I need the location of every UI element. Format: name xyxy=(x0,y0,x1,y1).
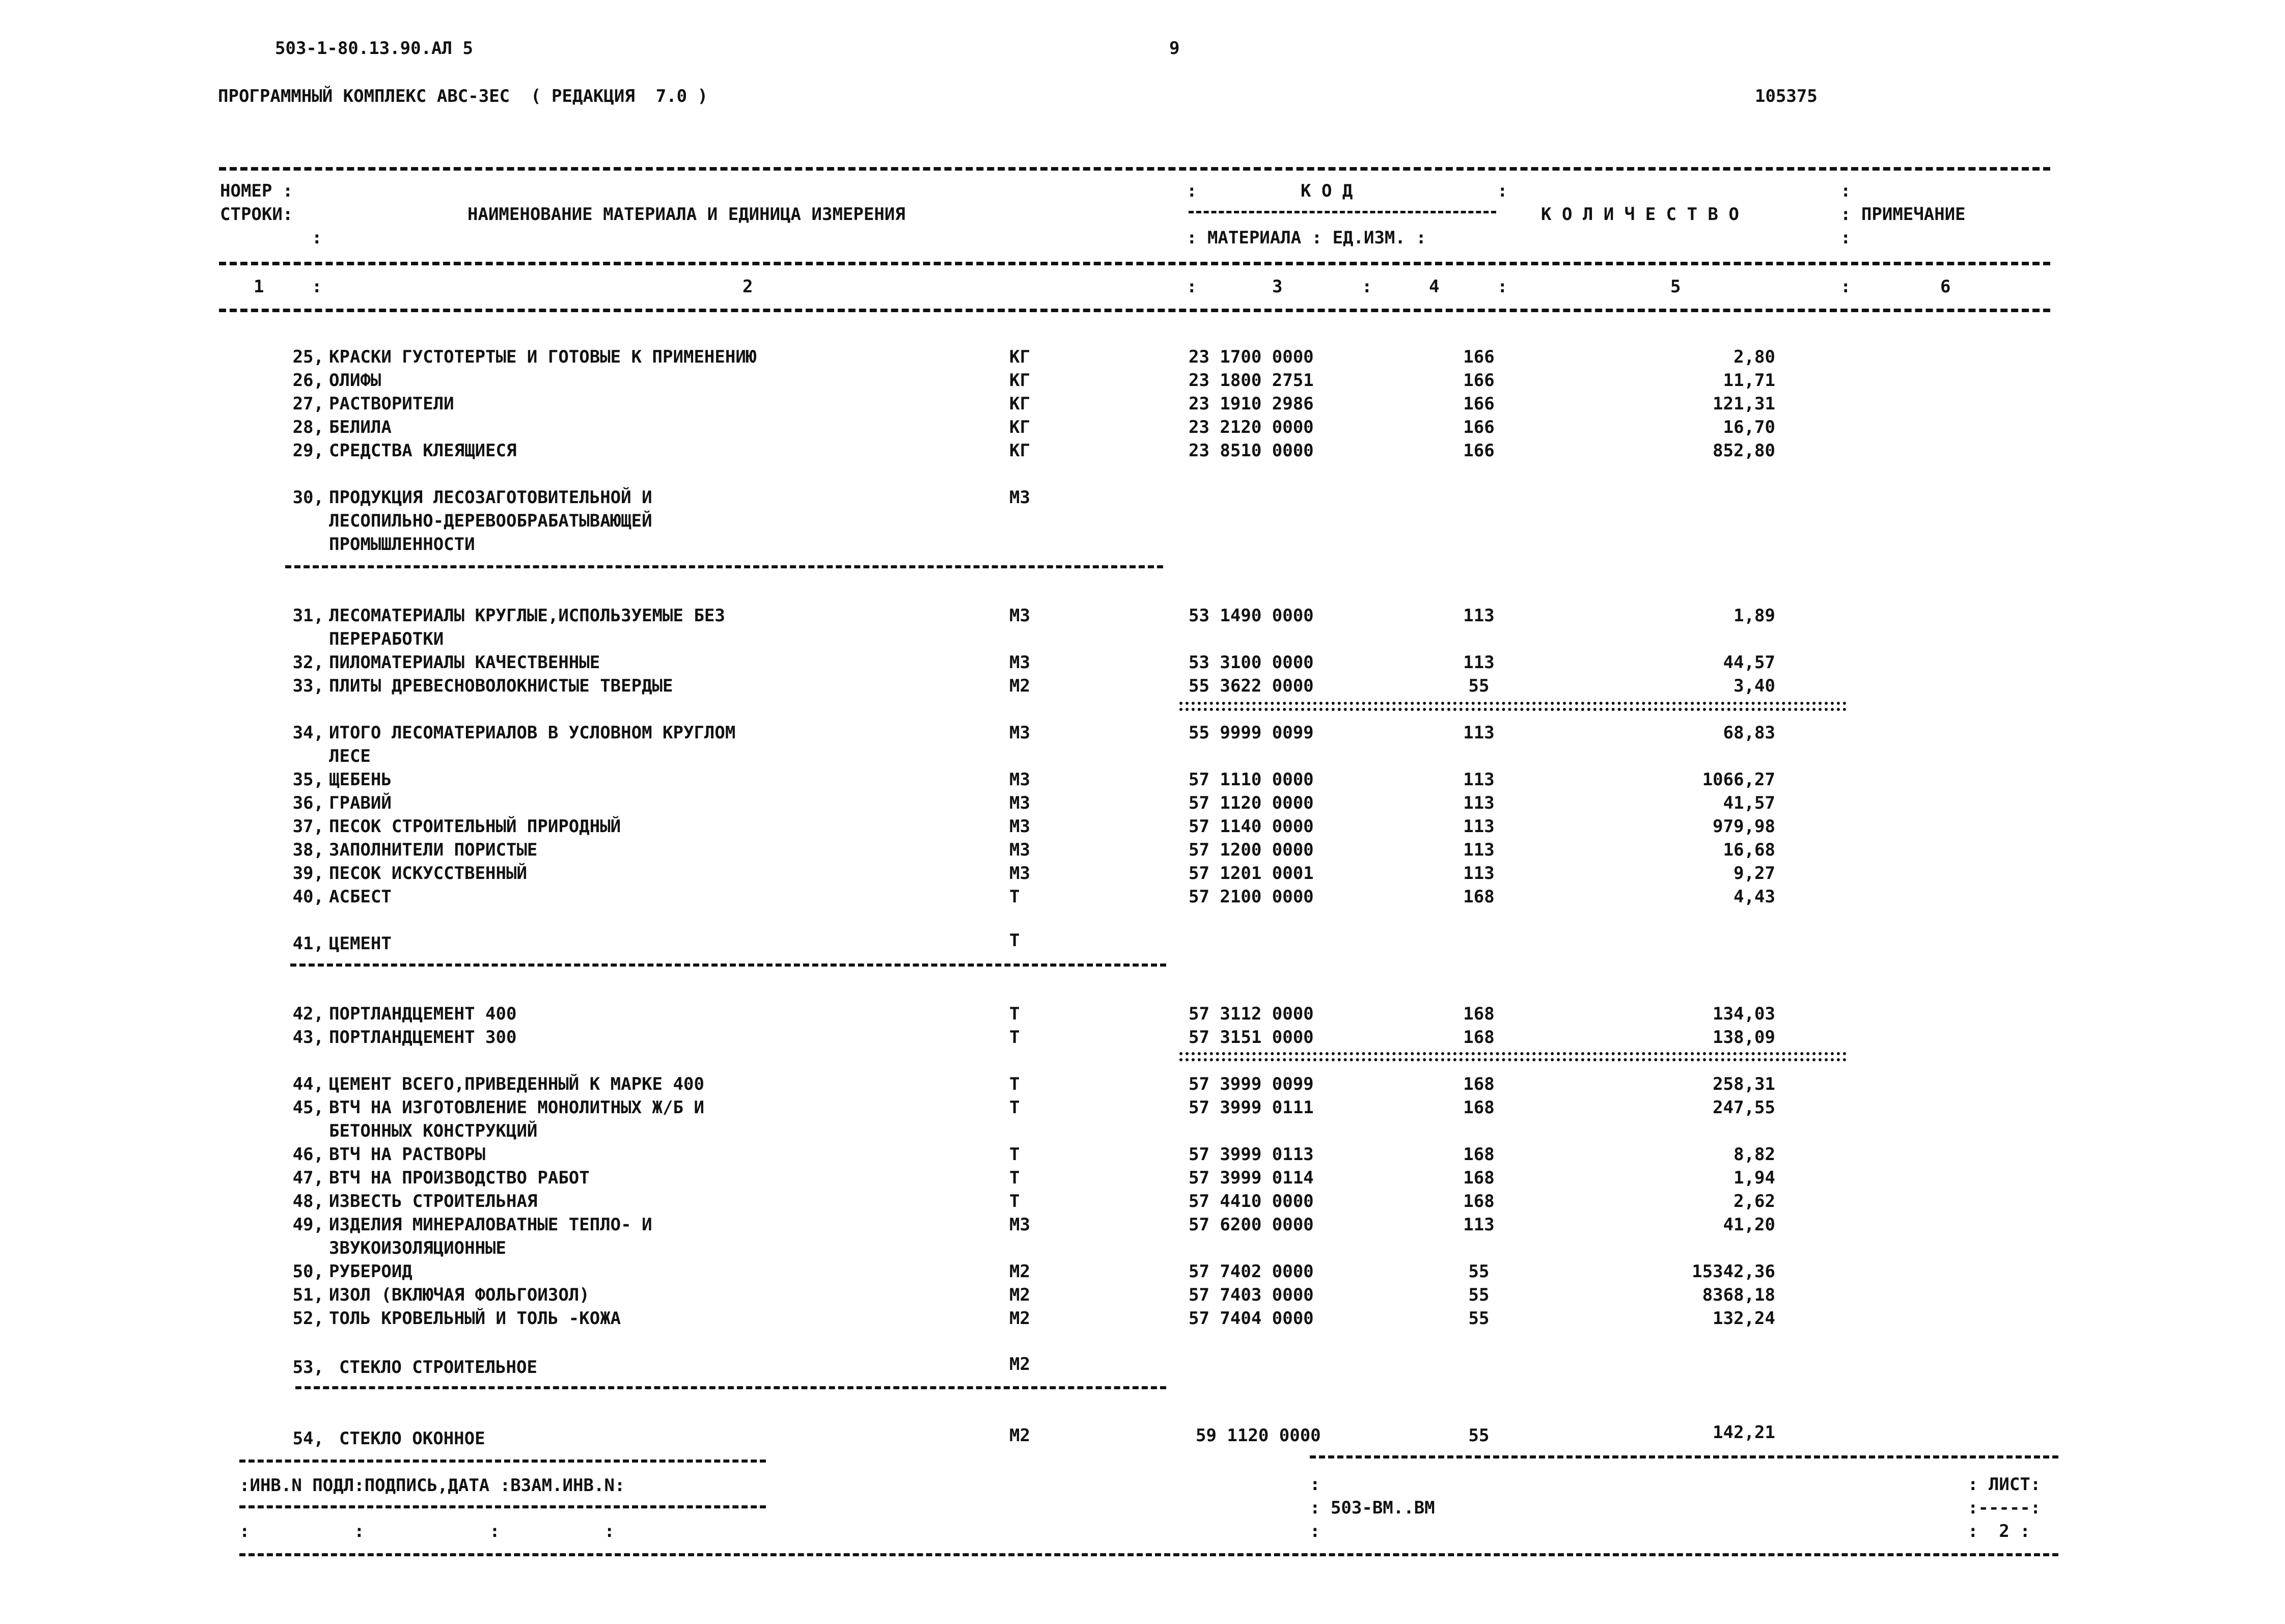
row-material-code: 57 3999 0113 xyxy=(1189,1144,1314,1165)
row-unit-code: 168 xyxy=(1463,1191,1495,1212)
row-unit-code: 113 xyxy=(1463,863,1495,884)
row-material-code: 57 1200 0000 xyxy=(1189,840,1314,860)
row-quantity: 2,80 xyxy=(1733,347,1775,367)
row-material-code: 57 3999 0099 xyxy=(1189,1074,1314,1094)
col-separator: : xyxy=(1310,1474,1320,1495)
row-material-name: ЗАПОЛНИТЕЛИ ПОРИСТЫЕ xyxy=(329,840,538,860)
row-material-code: 57 2100 0000 xyxy=(1189,887,1314,907)
sheet-separator: :-----: xyxy=(1968,1498,2041,1518)
row-material-code: 57 7403 0000 xyxy=(1189,1285,1314,1305)
row-material-code: 57 1110 0000 xyxy=(1189,769,1314,790)
row-material-name: РАСТВОРИТЕЛИ xyxy=(329,394,454,414)
row-material-name: ПОРТЛАНДЦЕМЕНТ 400 xyxy=(329,1004,517,1024)
row-material-code: 53 1490 0000 xyxy=(1189,605,1314,626)
row-unit-code: 113 xyxy=(1463,1215,1495,1235)
row-material-name: ПОРТЛАНДЦЕМЕНТ 300 xyxy=(329,1027,517,1048)
row-material-name: ЛЕСОМАТЕРИАЛЫ КРУГЛЫЕ,ИСПОЛЬЗУЕМЫЕ БЕЗ xyxy=(329,605,725,626)
row-unit: М3 xyxy=(1009,816,1030,837)
stamp-header: :ИНВ.N ПОДЛ:ПОДПИСЬ,ДАТА :ВЗАМ.ИНВ.N: xyxy=(239,1475,625,1496)
row-material-name-cont: ЛЕСОПИЛЬНО-ДЕРЕВООБРАБАТЫВАЮЩЕЙ xyxy=(329,511,652,531)
row-number: 36, xyxy=(292,793,324,813)
row-material-name-cont: ЛЕСЕ xyxy=(329,746,371,766)
group-rule xyxy=(295,1386,1166,1389)
col-index-4: 4 xyxy=(1429,277,1440,297)
row-unit-code: 113 xyxy=(1463,840,1495,860)
stamp-cells: : : : : xyxy=(239,1521,615,1542)
row-unit: М3 xyxy=(1009,487,1030,508)
row-number: 49, xyxy=(292,1215,324,1235)
row-quantity: 121,31 xyxy=(1713,394,1775,414)
row-material-name: ИЗОЛ (ВКЛЮЧАЯ ФОЛЬГОИЗОЛ) xyxy=(329,1285,590,1305)
row-material-name: ПЕСОК ИСКУССТВЕННЫЙ xyxy=(329,863,527,884)
title-block-rule-top xyxy=(1310,1455,2058,1458)
row-material-code: 55 3622 0000 xyxy=(1189,676,1314,696)
row-quantity: 8,82 xyxy=(1733,1144,1775,1165)
row-material-name: ВТЧ НА ПРОИЗВОДСТВО РАБОТ xyxy=(329,1168,590,1188)
row-number: 54, xyxy=(292,1428,324,1449)
row-number: 47, xyxy=(292,1168,324,1188)
row-material-name: ПЛИТЫ ДРЕВЕСНОВОЛОКНИСТЫЕ ТВЕРДЫЕ xyxy=(329,676,673,696)
row-quantity: 132,24 xyxy=(1713,1308,1775,1329)
row-quantity: 134,03 xyxy=(1713,1004,1775,1024)
row-quantity: 142,21 xyxy=(1713,1422,1775,1443)
row-material-code: 53 3100 0000 xyxy=(1189,652,1314,673)
row-material-name: ПРОДУКЦИЯ ЛЕСОЗАГОТОВИТЕЛЬНОЙ И xyxy=(329,487,652,508)
row-material-name: ИЗДЕЛИЯ МИНЕРАЛОВАТНЫЕ ТЕПЛО- И xyxy=(329,1215,652,1235)
col-index-1: 1 xyxy=(254,277,264,297)
row-number: 27, xyxy=(292,394,324,414)
row-material-name: СРЕДСТВА КЛЕЯЩИЕСЯ xyxy=(329,441,517,461)
row-unit: КГ xyxy=(1009,394,1030,414)
row-material-name: ЩЕБЕНЬ xyxy=(329,769,392,790)
doc-code: 503-1-80.13.90.АЛ 5 xyxy=(275,38,473,59)
row-material-code: 57 1120 0000 xyxy=(1189,793,1314,813)
row-unit: Т xyxy=(1009,930,1020,951)
row-material-code: 55 9999 0099 xyxy=(1189,723,1314,743)
page-number: 9 xyxy=(1169,38,1180,59)
row-number: 26, xyxy=(292,370,324,391)
row-unit-code: 168 xyxy=(1463,1074,1495,1094)
row-material-code: 57 3999 0111 xyxy=(1189,1097,1314,1118)
row-unit: Т xyxy=(1009,1144,1020,1165)
row-quantity: 15342,36 xyxy=(1692,1261,1775,1282)
row-unit-code: 168 xyxy=(1463,887,1495,907)
row-unit: КГ xyxy=(1009,347,1030,367)
row-number: 25, xyxy=(292,347,324,367)
header-rule-mid xyxy=(219,262,2050,265)
row-unit: М3 xyxy=(1009,863,1030,884)
row-material-name: ИЗВЕСТЬ СТРОИТЕЛЬНАЯ xyxy=(329,1191,538,1212)
row-number: 42, xyxy=(292,1004,324,1024)
row-material-name: БЕЛИЛА xyxy=(329,417,392,437)
row-material-code: 57 7404 0000 xyxy=(1189,1308,1314,1329)
row-unit-code: 113 xyxy=(1463,652,1495,673)
row-number: 34, xyxy=(292,723,324,743)
row-unit-code: 55 xyxy=(1468,1285,1490,1305)
row-material-code: 23 1700 0000 xyxy=(1189,347,1314,367)
row-unit: М3 xyxy=(1009,652,1030,673)
row-quantity: 11,71 xyxy=(1723,370,1775,391)
col-code-sub-header: : МАТЕРИАЛА : ЕД.ИЗМ. : xyxy=(1187,228,1426,248)
col-index-3: 3 xyxy=(1272,277,1283,297)
row-quantity: 1066,27 xyxy=(1702,769,1775,790)
header-rule-bottom xyxy=(219,309,2050,312)
program-title: ПРОГРАММНЫЙ КОМПЛЕКС АВС-3ЕС ( РЕДАКЦИЯ 7.0 ) xyxy=(218,86,708,106)
row-unit-code: 113 xyxy=(1463,793,1495,813)
row-material-code: 57 7402 0000 xyxy=(1189,1261,1314,1282)
sheet-label: : ЛИСТ: xyxy=(1968,1474,2041,1495)
row-material-name: ГРАВИЙ xyxy=(329,793,392,813)
row-unit: М3 xyxy=(1009,769,1030,790)
col-separator: : xyxy=(1362,277,1372,297)
row-unit: КГ xyxy=(1009,370,1030,391)
row-material-code: 57 6200 0000 xyxy=(1189,1215,1314,1235)
sheet-reference: : 503-ВМ..ВМ xyxy=(1310,1498,1435,1518)
col-separator: : xyxy=(1187,277,1197,297)
col-separator: : xyxy=(1310,1521,1320,1542)
row-unit: Т xyxy=(1009,1191,1020,1212)
row-quantity: 138,09 xyxy=(1713,1027,1775,1048)
stamp-rule-top xyxy=(239,1460,766,1463)
row-number: 41, xyxy=(292,933,324,954)
subtotal-rule xyxy=(1179,1058,1847,1061)
sheet-number: : 2 : xyxy=(1968,1521,2030,1542)
row-quantity: 68,83 xyxy=(1723,723,1775,743)
row-unit-code: 166 xyxy=(1463,370,1495,391)
row-material-code: 57 3112 0000 xyxy=(1189,1004,1314,1024)
row-unit-code: 166 xyxy=(1463,441,1495,461)
col-name-header: НАИМЕНОВАНИЕ МАТЕРИАЛА И ЕДИНИЦА ИЗМЕРЕНИЯ xyxy=(467,204,905,225)
row-material-name: ОЛИФЫ xyxy=(329,370,381,391)
col-code-header: К О Д xyxy=(1301,181,1353,201)
row-unit: Т xyxy=(1009,887,1020,907)
row-material-code: 57 3151 0000 xyxy=(1189,1027,1314,1048)
row-material-name: ТОЛЬ КРОВЕЛЬНЫЙ И ТОЛЬ -КОЖА xyxy=(329,1308,621,1329)
row-quantity: 16,70 xyxy=(1723,417,1775,437)
subtotal-rule xyxy=(1179,1052,1847,1055)
row-number: 30, xyxy=(292,487,324,508)
row-material-name: ВТЧ НА РАСТВОРЫ xyxy=(329,1144,486,1165)
col-separator: : xyxy=(1840,277,1851,297)
row-number: 51, xyxy=(292,1285,324,1305)
row-quantity: 1,89 xyxy=(1733,605,1775,626)
col-separator: : xyxy=(312,228,322,248)
row-unit: КГ xyxy=(1009,417,1030,437)
row-material-code: 23 1800 2751 xyxy=(1189,370,1314,391)
row-quantity: 2,62 xyxy=(1733,1191,1775,1212)
row-unit: Т xyxy=(1009,1027,1020,1048)
row-material-code: 23 8510 0000 xyxy=(1189,441,1314,461)
row-material-name: ПЕСОК СТРОИТЕЛЬНЫЙ ПРИРОДНЫЙ xyxy=(329,816,621,837)
row-quantity: 41,57 xyxy=(1723,793,1775,813)
row-unit: М2 xyxy=(1009,1285,1030,1305)
row-material-name: РУБЕРОИД xyxy=(329,1261,412,1282)
row-material-name: ЦЕМЕНТ xyxy=(329,933,392,954)
row-quantity: 41,20 xyxy=(1723,1215,1775,1235)
row-unit: М2 xyxy=(1009,1261,1030,1282)
row-unit-code: 168 xyxy=(1463,1097,1495,1118)
row-unit: М2 xyxy=(1009,1354,1030,1374)
row-material-name: ИТОГО ЛЕСОМАТЕРИАЛОВ В УСЛОВНОМ КРУГЛОМ xyxy=(329,723,736,743)
code-header-rule xyxy=(1189,211,1496,213)
page-rule-bottom xyxy=(239,1553,2058,1556)
row-unit: Т xyxy=(1009,1097,1020,1118)
document-id: 105375 xyxy=(1755,86,1818,106)
row-unit: М2 xyxy=(1009,1308,1030,1329)
row-unit-code: 113 xyxy=(1463,816,1495,837)
row-quantity: 3,40 xyxy=(1733,676,1775,696)
row-number: 31, xyxy=(292,605,324,626)
row-number: 50, xyxy=(292,1261,324,1282)
row-unit: М3 xyxy=(1009,1215,1030,1235)
row-unit: М3 xyxy=(1009,840,1030,860)
col-separator: : xyxy=(1840,181,1851,201)
col-separator: : xyxy=(312,277,322,297)
row-material-code: 23 2120 0000 xyxy=(1189,417,1314,437)
row-material-name: АСБЕСТ xyxy=(329,887,392,907)
row-unit-code: 113 xyxy=(1463,723,1495,743)
row-unit: М2 xyxy=(1009,1425,1030,1446)
group-rule xyxy=(290,964,1166,967)
row-unit-code: 113 xyxy=(1463,605,1495,626)
row-unit: М3 xyxy=(1009,605,1030,626)
col-number-header-2: СТРОКИ: xyxy=(220,204,293,225)
col-index-6: 6 xyxy=(1940,277,1951,297)
row-number: 46, xyxy=(292,1144,324,1165)
row-material-name: ВТЧ НА ИЗГОТОВЛЕНИЕ МОНОЛИТНЫХ Ж/Б И xyxy=(329,1097,704,1118)
row-quantity: 4,43 xyxy=(1733,887,1775,907)
row-number: 39, xyxy=(292,863,324,884)
row-unit-code: 55 xyxy=(1468,1261,1490,1282)
row-unit: Т xyxy=(1009,1004,1020,1024)
row-number: 40, xyxy=(292,887,324,907)
row-number: 43, xyxy=(292,1027,324,1048)
row-unit-code: 55 xyxy=(1468,1308,1490,1329)
row-unit-code: 166 xyxy=(1463,347,1495,367)
row-material-name-cont: ПЕРЕРАБОТКИ xyxy=(329,629,444,649)
row-quantity: 852,80 xyxy=(1713,441,1775,461)
col-quantity-header: К О Л И Ч Е С Т В О xyxy=(1541,204,1739,225)
row-material-code: 57 1140 0000 xyxy=(1189,816,1314,837)
row-unit-code: 166 xyxy=(1463,394,1495,414)
row-number: 53, xyxy=(292,1357,324,1378)
col-separator: : xyxy=(1497,277,1508,297)
row-number: 37, xyxy=(292,816,324,837)
row-unit: М3 xyxy=(1009,793,1030,813)
row-unit-code: 168 xyxy=(1463,1004,1495,1024)
row-material-code: 57 3999 0114 xyxy=(1189,1168,1314,1188)
row-unit-code: 166 xyxy=(1463,417,1495,437)
row-quantity: 258,31 xyxy=(1713,1074,1775,1094)
row-unit-code: 168 xyxy=(1463,1168,1495,1188)
stamp-rule-mid xyxy=(239,1505,766,1508)
row-material-name-cont: ПРОМЫШЛЕННОСТИ xyxy=(329,534,475,555)
subtotal-rule xyxy=(1179,702,1847,705)
col-note-header: : ПРИМЕЧАНИЕ xyxy=(1840,204,1966,225)
row-unit-code: 168 xyxy=(1463,1027,1495,1048)
col-index-2: 2 xyxy=(742,277,753,297)
row-unit: М2 xyxy=(1009,676,1030,696)
row-quantity: 247,55 xyxy=(1713,1097,1775,1118)
row-material-code: 57 1201 0001 xyxy=(1189,863,1314,884)
header-rule-top xyxy=(219,167,2050,171)
row-unit-code: 55 xyxy=(1468,676,1490,696)
row-number: 44, xyxy=(292,1074,324,1094)
row-unit-code: 113 xyxy=(1463,769,1495,790)
row-unit: М3 xyxy=(1009,723,1030,743)
row-material-name-cont: БЕТОННЫХ КОНСТРУКЦИЙ xyxy=(329,1121,538,1141)
subtotal-rule xyxy=(1179,708,1847,711)
col-number-header: НОМЕР : xyxy=(220,181,293,201)
col-index-5: 5 xyxy=(1670,277,1681,297)
row-quantity: 1,94 xyxy=(1733,1168,1775,1188)
row-material-name: ЦЕМЕНТ ВСЕГО,ПРИВЕДЕННЫЙ К МАРКЕ 400 xyxy=(329,1074,704,1094)
row-number: 28, xyxy=(292,417,324,437)
row-quantity: 44,57 xyxy=(1723,652,1775,673)
row-material-name: СТЕКЛО ОКОННОЕ xyxy=(339,1428,485,1449)
row-number: 33, xyxy=(292,676,324,696)
row-number: 35, xyxy=(292,769,324,790)
row-material-name: КРАСКИ ГУСТОТЕРТЫЕ И ГОТОВЫЕ К ПРИМЕНЕНИЮ xyxy=(329,347,757,367)
row-material-name-cont: ЗВУКОИЗОЛЯЦИОННЫЕ xyxy=(329,1238,506,1258)
row-unit-code: 55 xyxy=(1468,1425,1490,1446)
row-quantity: 16,68 xyxy=(1723,840,1775,860)
row-material-name: СТЕКЛО СТРОИТЕЛЬНОЕ xyxy=(339,1357,537,1378)
row-number: 45, xyxy=(292,1097,324,1118)
col-separator: : xyxy=(1497,181,1508,201)
row-number: 29, xyxy=(292,441,324,461)
row-quantity: 8368,18 xyxy=(1702,1285,1775,1305)
row-material-name: ПИЛОМАТЕРИАЛЫ КАЧЕСТВЕННЫЕ xyxy=(329,652,600,673)
row-number: 48, xyxy=(292,1191,324,1212)
col-separator: : xyxy=(1840,228,1851,248)
row-material-code: 59 1120 0000 xyxy=(1196,1425,1321,1446)
row-number: 52, xyxy=(292,1308,324,1329)
group-rule xyxy=(285,565,1163,568)
row-unit: Т xyxy=(1009,1074,1020,1094)
row-unit: КГ xyxy=(1009,441,1030,461)
row-quantity: 979,98 xyxy=(1713,816,1775,837)
row-unit-code: 168 xyxy=(1463,1144,1495,1165)
row-unit: Т xyxy=(1009,1168,1020,1188)
row-quantity: 9,27 xyxy=(1733,863,1775,884)
col-separator: : xyxy=(1187,181,1197,201)
row-material-code: 57 4410 0000 xyxy=(1189,1191,1314,1212)
row-material-code: 23 1910 2986 xyxy=(1189,394,1314,414)
row-number: 32, xyxy=(292,652,324,673)
row-number: 38, xyxy=(292,840,324,860)
